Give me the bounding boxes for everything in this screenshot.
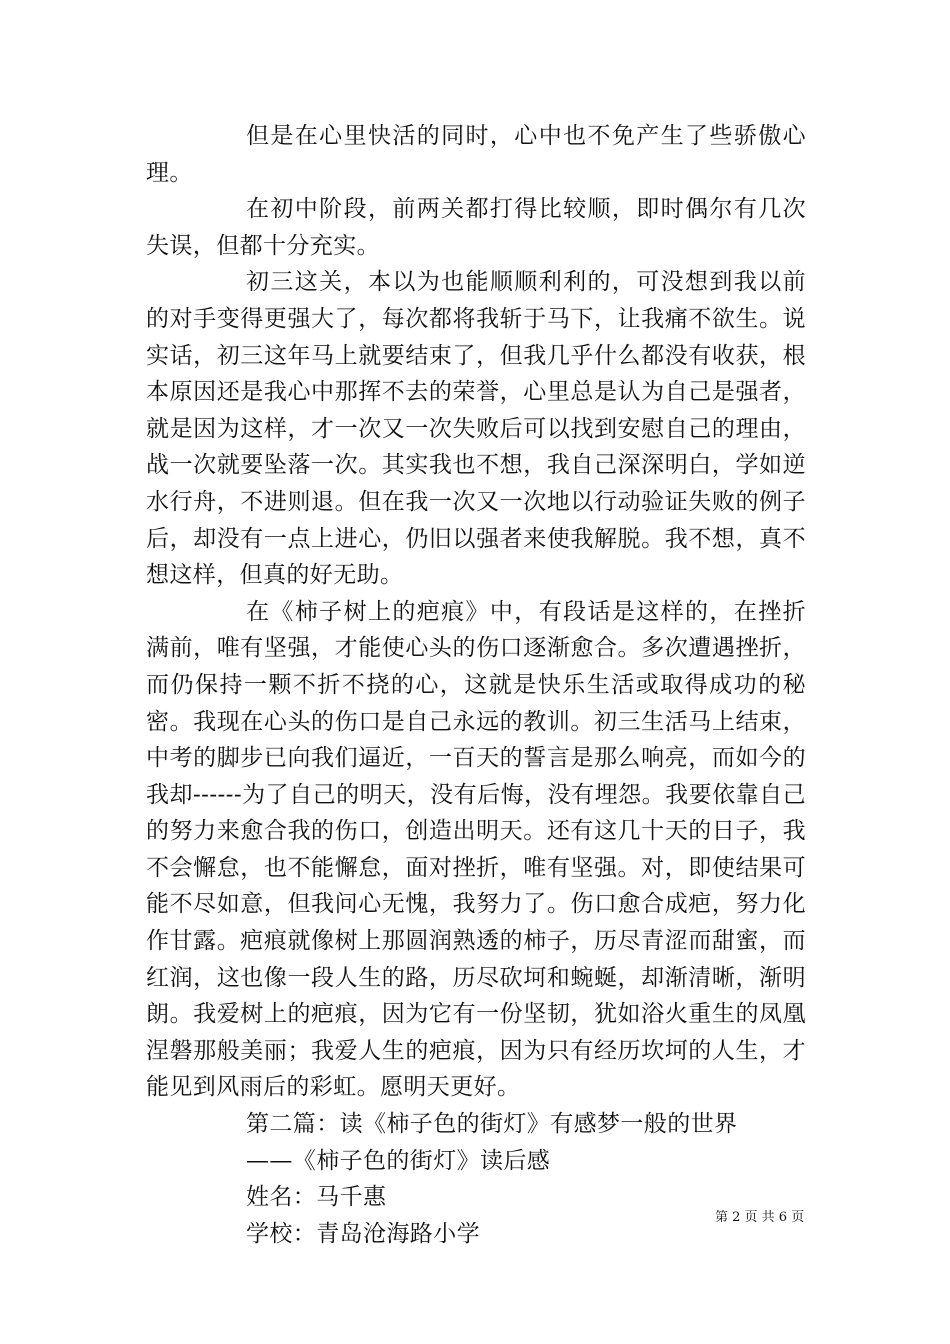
author-school: 学校：青岛沧海路小学 <box>246 1220 480 1247</box>
paragraph-2: 在初中阶段，前两关都打得比较顺，即时偶尔有几次失误，但都十分充实。 <box>146 196 806 259</box>
article-subtitle: ——《柿子色的街灯》读后感 <box>246 1147 551 1174</box>
document-body <box>146 118 806 1252</box>
paragraph-3: 初三这关，本以为也能顺顺利利的，可没想到我以前的对手变得更强大了，每次都将我斩于马下，让我痛不欲生。说实话，初三这年马上就要结束了，但我几乎什么都没有收获，根本原因还是我心中那挥不去的荣誉，心里总是认为自己是强者，就是因为这样，才一次又一次失败后可以找到安慰自己的理由，战一次就要坠落一次。其实我也不想，我自己深深明白，学如逆水行舟，不进则退。但在我一次又一次地以行动验证失败的例子后，却没有一点上进心，仍旧以强者来使我解脱。我不想，真不想这样，但真的好无助。 <box>146 269 806 589</box>
article-title: 第二篇：读《柿子色的街灯》有感梦一般的世界 <box>246 1111 738 1138</box>
author-name: 姓名：马千惠 <box>246 1184 387 1211</box>
paragraph-4: 在《柿子树上的疤痕》中，有段话是这样的，在挫折满前，唯有坚强，才能使心头的伤口逐渐愈合。多次遭遇挫折，而仍保持一颗不折不挠的心，这就是快乐生活或取得成功的秘密。我现在心头的伤口是自己永远的教训。初三生活马上结束，中考的脚步已向我们逼近，一百天的誓言是那么响亮，而如今的我却------为了自己的明天，没有后悔，没有埋怨。我要依靠自己的努力来愈合我的伤口，创造出明天。还有这几十天的日子，我不会懈怠，也不能懈怠，面对挫折，唯有坚强。对，即使结果可能不尽如意，但我问心无愧，我努力了。伤口愈合成疤，努力化作甘露。疤痕就像树上那圆润熟透的柿子，历尽青涩而甜蜜，而红润，这也像一段人生的路，历尽砍坷和蜿蜒，却渐清晰，渐明朗。我爱树上的疤痕，因为它有一份坚韧，犹如浴火重生的凤凰涅磐那般美丽；我爱人生的疤痕，因为只有经历坎坷的人生，才能见到风雨后的彩虹。愿明天更好。 <box>146 598 806 1101</box>
paragraph-1: 但是在心里快活的同时，心中也不免产生了些骄傲心理。 <box>146 123 806 186</box>
page-number-footer: 第 2 页 共 6 页 <box>715 1210 805 1225</box>
